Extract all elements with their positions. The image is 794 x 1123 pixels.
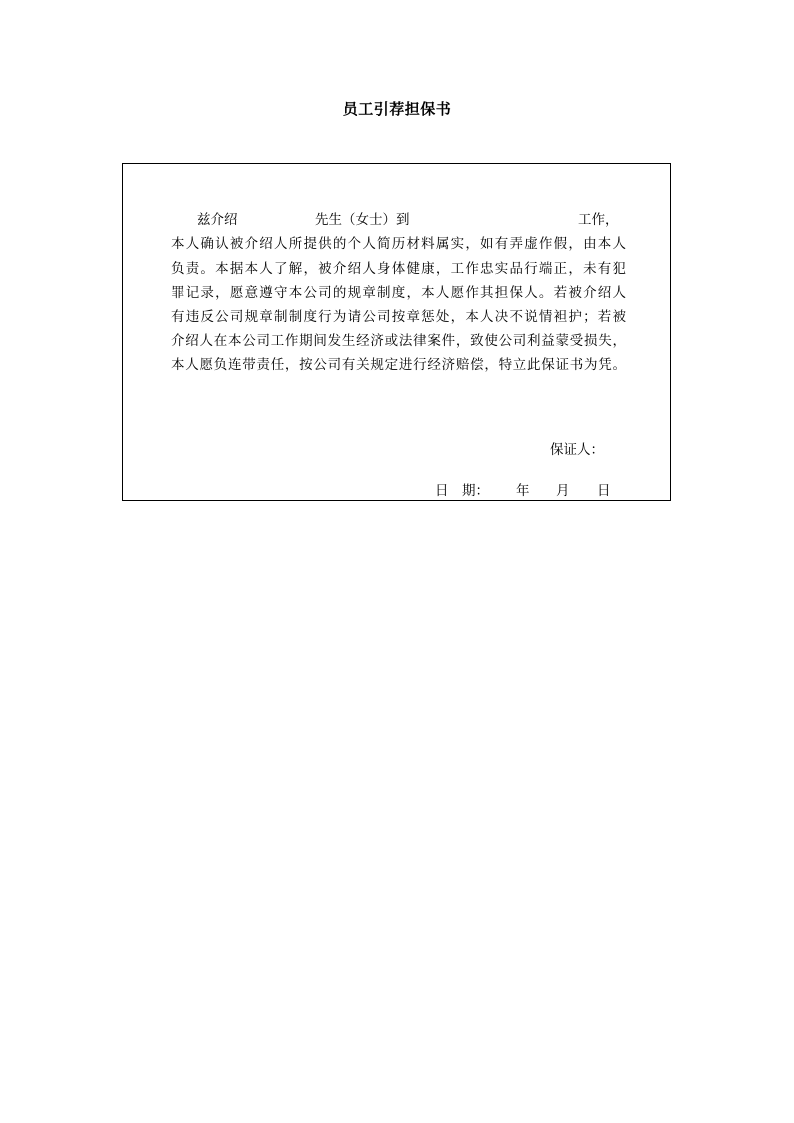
letter-line-5: 介绍人在本公司工作期间发生经济或法律案件，致使公司利益蒙受损失， <box>171 333 626 349</box>
document-title: 员工引荐担保书 <box>342 100 452 118</box>
day-label: 日 <box>597 483 611 499</box>
guarantor-label: 保证人： <box>550 442 604 458</box>
letter-line-4: 有违反公司规章制制度行为请公司按章惩处，本人决不说情袒护；若被 <box>171 309 626 325</box>
date-label: 日 期： <box>435 483 489 499</box>
letter-line-2: 负责。本据本人了解，被介绍人身体健康，工作忠实品行端正，未有犯 <box>171 261 626 277</box>
title-label: 先生（女士）到 <box>315 212 410 228</box>
guarantee-letter-box <box>122 163 671 501</box>
letter-line-6: 本人愿负连带责任，按公司有关规定进行经济赔偿，特立此保证书为凭。 <box>171 357 626 373</box>
intro-text: 兹介绍 <box>197 212 238 228</box>
month-label: 月 <box>556 483 570 499</box>
work-text: 工作， <box>578 212 619 228</box>
year-label: 年 <box>516 483 530 499</box>
letter-line-1: 本人确认被介绍人所提供的个人简历材料属实，如有弄虚作假，由本人 <box>171 236 626 252</box>
letter-line-3: 罪记录，愿意遵守本公司的规章制度，本人愿作其担保人。若被介绍人 <box>171 285 626 301</box>
